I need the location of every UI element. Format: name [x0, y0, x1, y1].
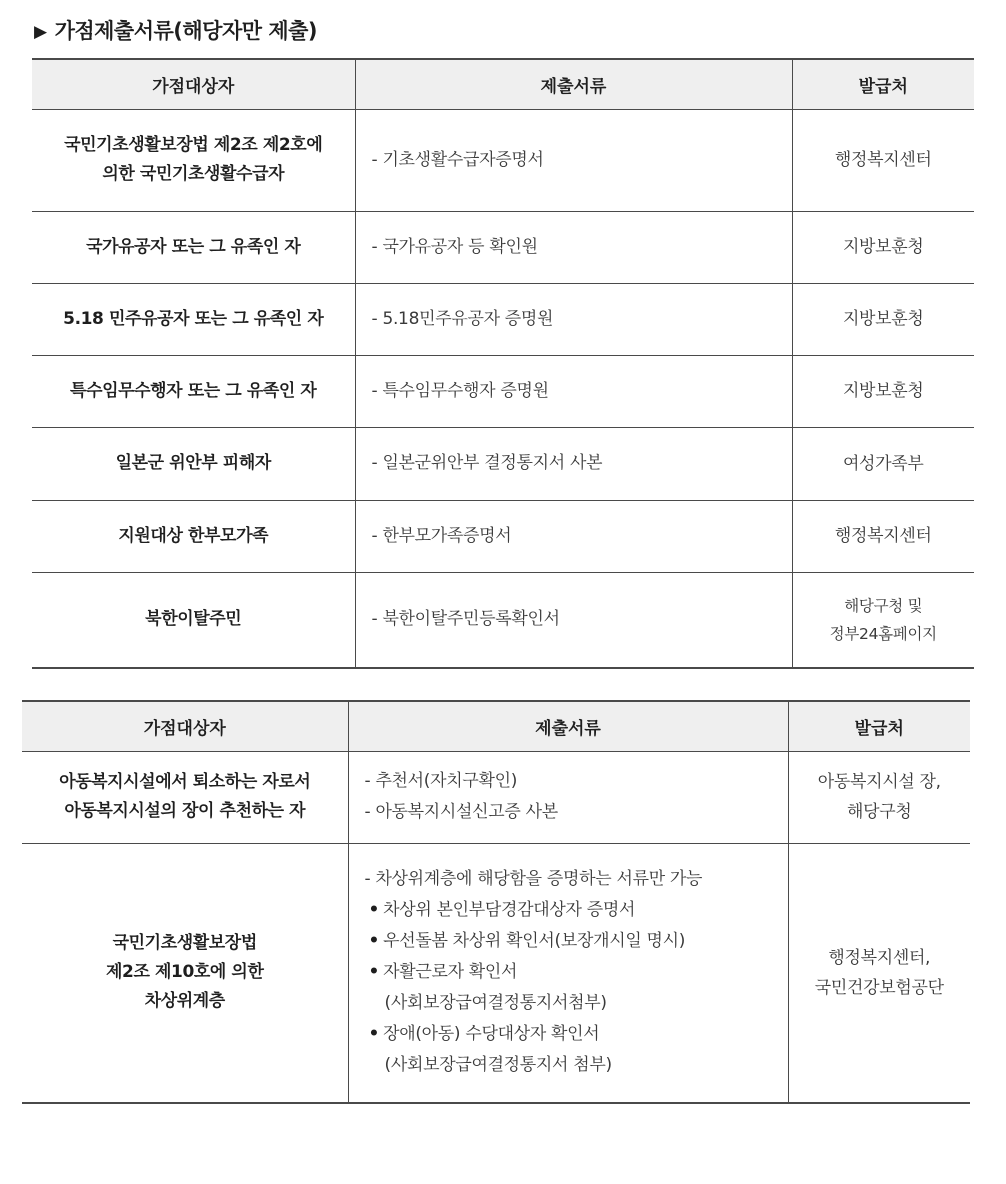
- target-text: 특수임무수행자 또는 그 유족인 자: [70, 380, 317, 401]
- issuer-text: 지방보훈청: [842, 381, 924, 401]
- document-item: - 5.18민주유공자 증명원: [371, 308, 554, 329]
- issuer-cell: [792, 283, 974, 355]
- document-item: - 아동복지시설신고증 사본: [364, 802, 558, 822]
- issuer-text: 정부24홈페이지: [829, 624, 937, 643]
- header-issuer: 발급처: [792, 59, 974, 109]
- issuer-cell: [792, 572, 974, 668]
- document-item: - 한부모가족증명서: [371, 525, 512, 546]
- document-table-1: [32, 58, 974, 669]
- target-cell: [22, 751, 348, 843]
- issuer-cell: [792, 500, 974, 572]
- issuer-text: 해당구청: [847, 802, 912, 822]
- header-documents: 제출서류: [348, 701, 788, 751]
- issuer-cell: [792, 355, 974, 427]
- header-issuer: 발급처: [788, 701, 970, 751]
- documents-cell: [355, 109, 792, 211]
- target-cell: [32, 211, 355, 283]
- target-text: 북한이탈주민: [145, 609, 242, 630]
- table-row: [32, 500, 974, 572]
- issuer-text: 아동복지시설 장,: [817, 772, 941, 792]
- target-text: 국민기초생활보장법: [112, 933, 257, 954]
- issuer-text: 여성가족부: [842, 453, 924, 474]
- document-bullet-note: (사회보장급여결정통지서 첨부): [384, 1055, 612, 1076]
- document-item: - 기초생활수급자증명서: [371, 149, 544, 170]
- issuer-text: 지방보훈청: [842, 309, 924, 329]
- issuer-text: 국민건강보험공단: [814, 977, 944, 998]
- issuer-text: 행정복지센터,: [828, 947, 931, 968]
- target-cell: [32, 500, 355, 572]
- target-cell: [32, 355, 355, 427]
- target-text: 아동복지시설의 장이 추천하는 자: [64, 801, 306, 821]
- document-bullet: • 차상위 본인부담경감대상자 증명서: [365, 895, 772, 926]
- issuer-text: 행정복지센터: [834, 526, 932, 546]
- section-title: [34, 14, 317, 49]
- documents-cell: [348, 843, 788, 1103]
- document-item: - 국가유공자 등 확인원: [371, 236, 538, 257]
- target-cell: [22, 843, 348, 1103]
- documents-cell: [348, 751, 788, 843]
- documents-cell: [355, 500, 792, 572]
- documents-cell: [355, 283, 792, 355]
- document-bullet: • 자활근로자 확인서: [365, 957, 772, 988]
- target-text: 지원대상 한부모가족: [118, 525, 269, 546]
- table-row: [32, 283, 974, 355]
- document-bullet: • 장애(아동) 수당대상자 확인서: [365, 1019, 772, 1050]
- documents-cell: [355, 427, 792, 500]
- documents-cell: [355, 355, 792, 427]
- table-row: [32, 572, 974, 668]
- target-text: 제2조 제10호에 의한: [106, 962, 264, 983]
- table-header-row: [22, 701, 970, 751]
- target-text: 일본군 위안부 피해자: [115, 453, 271, 473]
- issuer-text: 행정복지센터: [834, 150, 932, 170]
- target-text: 아동복지시설에서 퇴소하는 자로서: [59, 772, 311, 792]
- target-text: 국민기초생활보장법 제2조 제2호에: [64, 135, 323, 155]
- issuer-cell: [792, 427, 974, 500]
- target-cell: [32, 427, 355, 500]
- table-header-row: [32, 59, 974, 109]
- document-intro: - 차상위계층에 해당함을 증명하는 서류만 가능: [364, 869, 703, 890]
- document-item: - 추천서(자치구확인): [364, 771, 518, 791]
- table-row: [32, 355, 974, 427]
- target-cell: [32, 109, 355, 211]
- target-text: 차상위계층: [144, 991, 225, 1012]
- table-row: [32, 211, 974, 283]
- triangle-marker-icon: ▶: [34, 22, 47, 42]
- document-bullet: • 우선돌봄 차상위 확인서(보장개시일 명시): [365, 926, 772, 957]
- target-text: 국가유공자 또는 그 유족인 자: [86, 236, 301, 257]
- table-row: [32, 427, 974, 500]
- header-documents: 제출서류: [355, 59, 792, 109]
- section-title-text: 가점제출서류(해당자만 제출): [54, 19, 318, 43]
- document-bullet-note: (사회보장급여결정통지서첨부): [384, 993, 607, 1014]
- document-table-2: [22, 700, 970, 1104]
- documents-cell: [355, 572, 792, 668]
- header-target: 가점대상자: [22, 701, 348, 751]
- target-cell: [32, 572, 355, 668]
- table-row: [22, 843, 970, 1103]
- issuer-cell: [788, 751, 970, 843]
- issuer-cell: [792, 211, 974, 283]
- target-text: 의한 국민기초생활수급자: [102, 164, 285, 184]
- document-item: - 북한이탈주민등록확인서: [371, 609, 560, 630]
- target-text: 5.18 민주유공자 또는 그 유족인 자: [63, 308, 324, 329]
- document-item: - 특수임무수행자 증명원: [371, 380, 549, 401]
- issuer-text: 지방보훈청: [842, 237, 924, 257]
- header-target: 가점대상자: [32, 59, 355, 109]
- issuer-cell: [788, 843, 970, 1103]
- table-row: [32, 109, 974, 211]
- issuer-cell: [792, 109, 974, 211]
- table-row: [22, 751, 970, 843]
- document-item: - 일본군위안부 결정통지서 사본: [371, 453, 603, 473]
- issuer-text: 해당구청 및: [844, 596, 923, 615]
- documents-cell: [355, 211, 792, 283]
- target-cell: [32, 283, 355, 355]
